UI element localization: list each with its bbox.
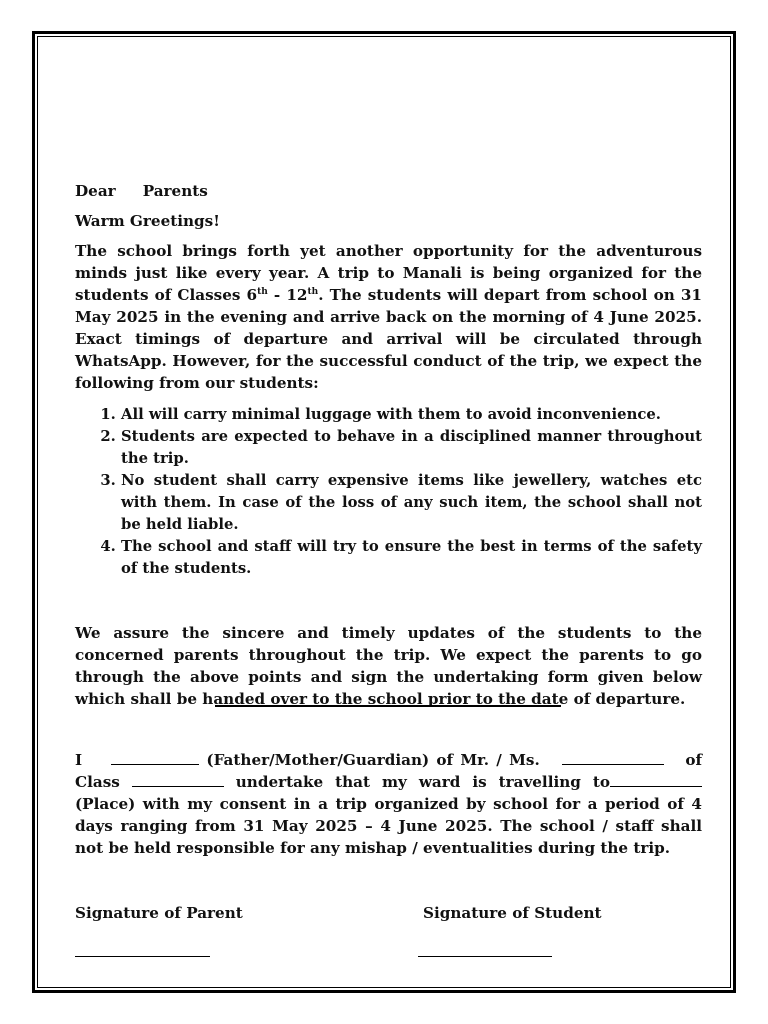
salutation xyxy=(75,180,702,202)
intro-dash: - 12 xyxy=(267,286,308,304)
list-item: 4. The school and staff will try to ensure the best in terms of the safety of the students. xyxy=(121,536,702,580)
undertaking-text-5: (Place) with my consent in a trip organized by school for a period of 4 days ranging from 31 May 2025 – 4 June 2025. The school / staff shall not be held responsible for any mishap / eventualities during the trip. xyxy=(75,795,702,857)
class-ordinal-1: th xyxy=(257,286,268,297)
list-item: 3. No student shall carry expensive items like jewellery, watches etc with them. In case of the loss of any such item, the school shall not be held liable. xyxy=(121,470,702,536)
undertaking-text-1: I xyxy=(75,751,83,769)
greeting: Warm Greetings! xyxy=(75,212,220,230)
undertaking-text-3: of Class xyxy=(75,751,702,791)
intro-paragraph xyxy=(75,240,702,394)
class-ordinal-2: th xyxy=(307,286,319,297)
intro-text-1: The school brings forth yet another opportunity for the adventurous minds just like every year. A trip to Manali is being organized for the students of Classes 6 xyxy=(75,242,702,304)
parent-signature-line[interactable] xyxy=(75,956,210,957)
undertaking-text-2: (Father/Mother/Guardian) of Mr. / Ms. xyxy=(206,751,540,769)
list-item: 2. Students are expected to behave in a disciplined manner throughout the trip. xyxy=(121,426,702,470)
place-field[interactable] xyxy=(610,772,702,787)
student-name-field[interactable] xyxy=(562,750,664,765)
student-signature-line[interactable] xyxy=(418,956,552,957)
intro-text-2: . The students will depart from school on 31 May 2025 in the evening and arrive back on the morning of 4 June 2025. Exact timings of departure and arrival will be circulated through WhatsApp. However, for the successful conduct of the trip, we expect the following from our students: xyxy=(75,286,703,392)
undertaking-paragraph xyxy=(75,749,702,859)
student-signature-label: Signature of Student xyxy=(423,904,602,922)
parent-name-field[interactable] xyxy=(111,750,199,765)
rules-list xyxy=(75,404,702,580)
class-field[interactable] xyxy=(132,772,224,787)
section-divider xyxy=(215,705,561,707)
letter-body xyxy=(75,180,702,710)
assurance-paragraph: We assure the sincere and timely updates of the students to the concerned parents throughout the trip. We expect the parents to go through the above points and sign the undertaking form given below which shall be handed over to the school prior to the date of departure. xyxy=(75,624,702,708)
parent-signature-label: Signature of Parent xyxy=(75,904,243,922)
undertaking-text-4: undertake that my ward is travelling to xyxy=(235,773,611,791)
list-item: 1. All will carry minimal luggage with them to avoid inconvenience. xyxy=(121,404,702,426)
salutation-dear: Dear xyxy=(75,182,116,200)
salutation-parents: Parents xyxy=(142,182,208,200)
